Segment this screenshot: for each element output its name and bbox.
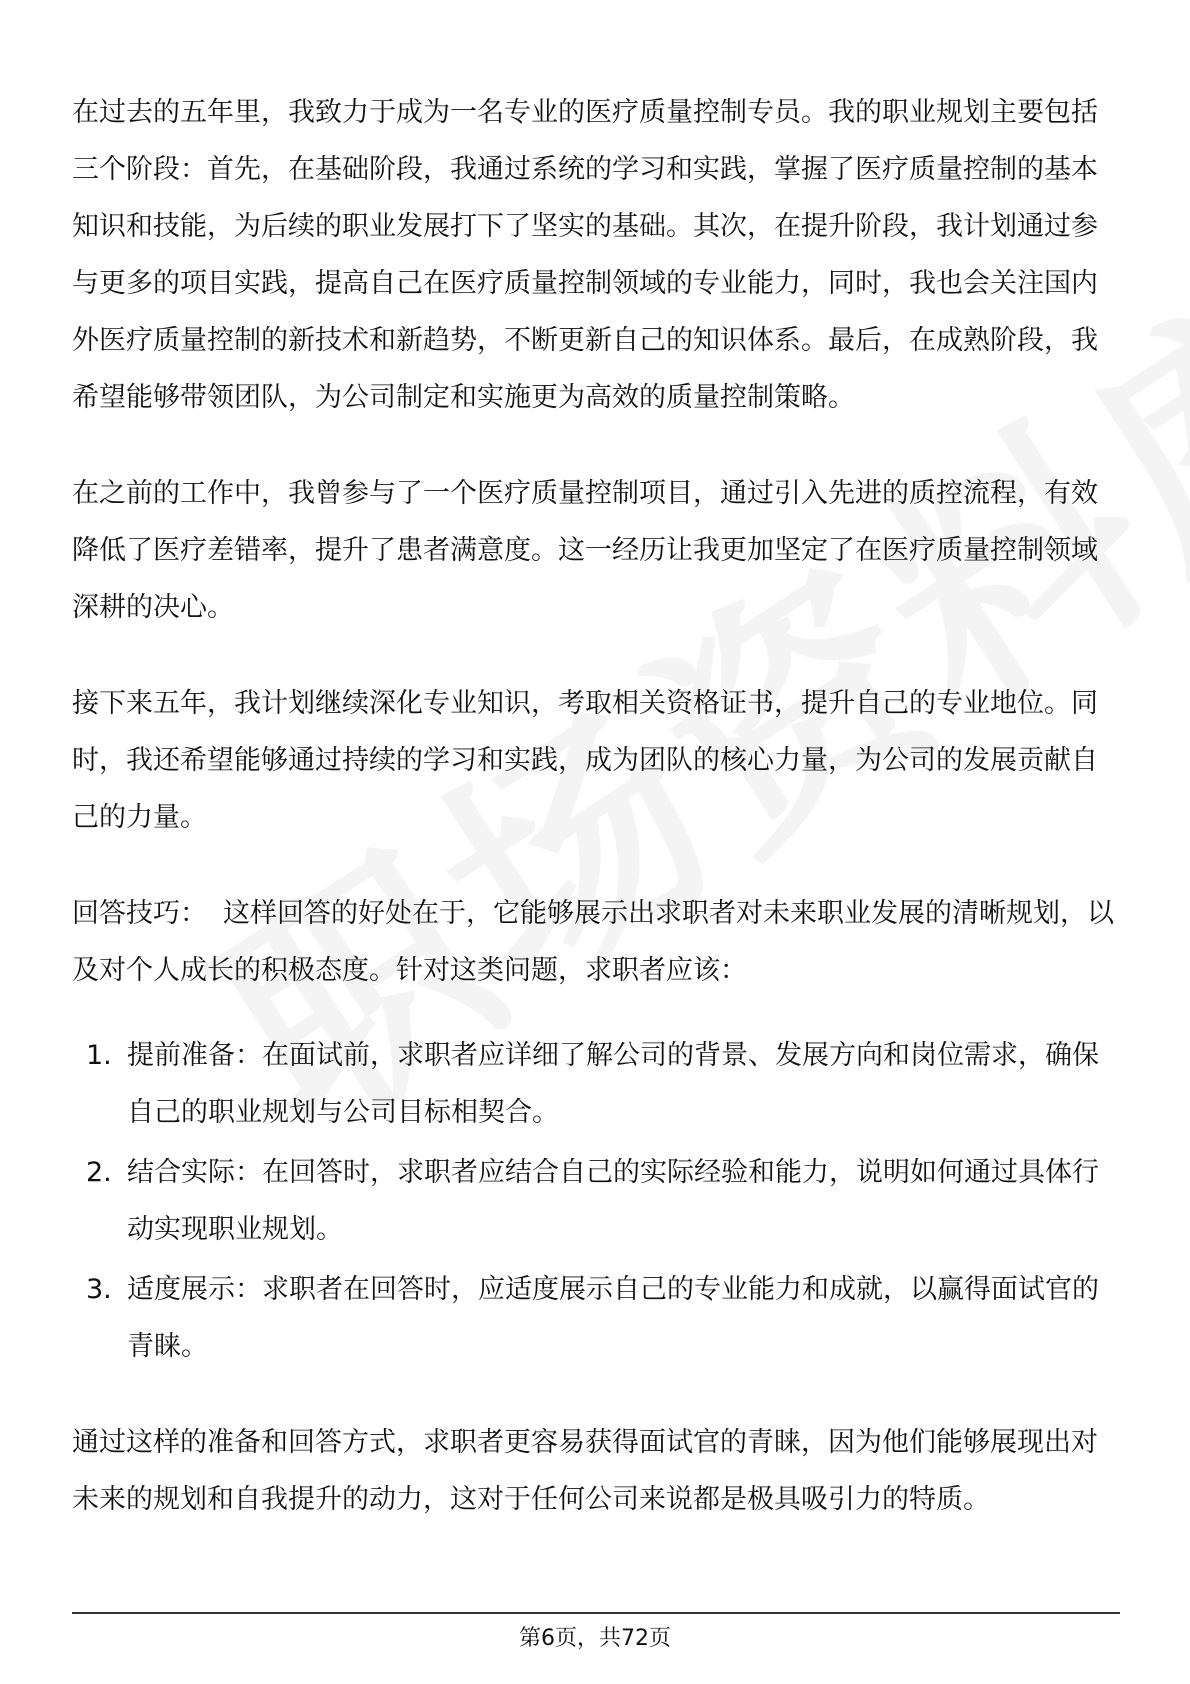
page-number: 第6页，共72页 [519,1626,671,1651]
paragraph-past-experience: 在之前的工作中，我曾参与了一个医疗质量控制项目，通过引入先进的质控流程，有效降低了医疗差错率，提升了患者满意度。这一经历让我更加坚定了在医疗质量控制领域深耕的决心。 [72,478,1098,623]
tips-list [72,1027,1120,1375]
list-item-text: 结合实际：在回答时，求职者应结合自己的实际经验和能力，说明如何通过具体行动实现职业规划。 [127,1157,1099,1245]
answer-tips-label: 回答技巧： [72,898,207,929]
footer-divider [72,1612,1120,1614]
list-item [72,1027,1120,1141]
paragraph-career-plan: 在过去的五年里，我致力于成为一名专业的医疗质量控制专员。我的职业规划主要包括三个阶段：首先，在基础阶段，我通过系统的学习和实践，掌握了医疗质量控制的基本知识和技能，为后续的职业发展打下了坚实的基础。其次，在提升阶段，我计划通过参与更多的项目实践，提高自己在医疗质量控制领域的专业能力，同时，我也会关注国内外医疗质量控制的新技术和新趋势，不断更新自己的知识体系。最后，在成熟阶段，我希望能够带领团队，为公司制定和实施更为高效的质量控制策略。 [72,97,1098,413]
list-item [72,1261,1120,1375]
list-item-number: 3. [86,1274,112,1305]
list-item-number: 1. [86,1040,112,1071]
answer-tips-text: 这样回答的好处在于，它能够展示出求职者对未来职业发展的清晰规划，以及对个人成长的积极态度。针对这类问题，求职者应该： [72,898,1114,986]
answer-tips-paragraph [72,885,1120,999]
list-item [72,1144,1120,1258]
document-body [72,84,1120,1528]
paragraph-next-five-years: 接下来五年，我计划继续深化专业知识，考取相关资格证书，提升自己的专业地位。同时，我还希望能够通过持续的学习和实践，成为团队的核心力量，为公司的发展贡献自己的力量。 [72,688,1098,833]
list-item-text: 适度展示：求职者在回答时，应适度展示自己的专业能力和成就，以赢得面试官的青睐。 [127,1274,1099,1362]
paragraph-conclusion: 通过这样的准备和回答方式，求职者更容易获得面试官的青睐，因为他们能够展现出对未来的规划和自我提升的动力，这对于任何公司来说都是极具吸引力的特质。 [72,1427,1098,1515]
list-item-number: 2. [86,1157,112,1188]
list-item-text: 提前准备：在面试前，求职者应详细了解公司的背景、发展方向和岗位需求，确保自己的职业规划与公司目标相契合。 [127,1040,1099,1128]
